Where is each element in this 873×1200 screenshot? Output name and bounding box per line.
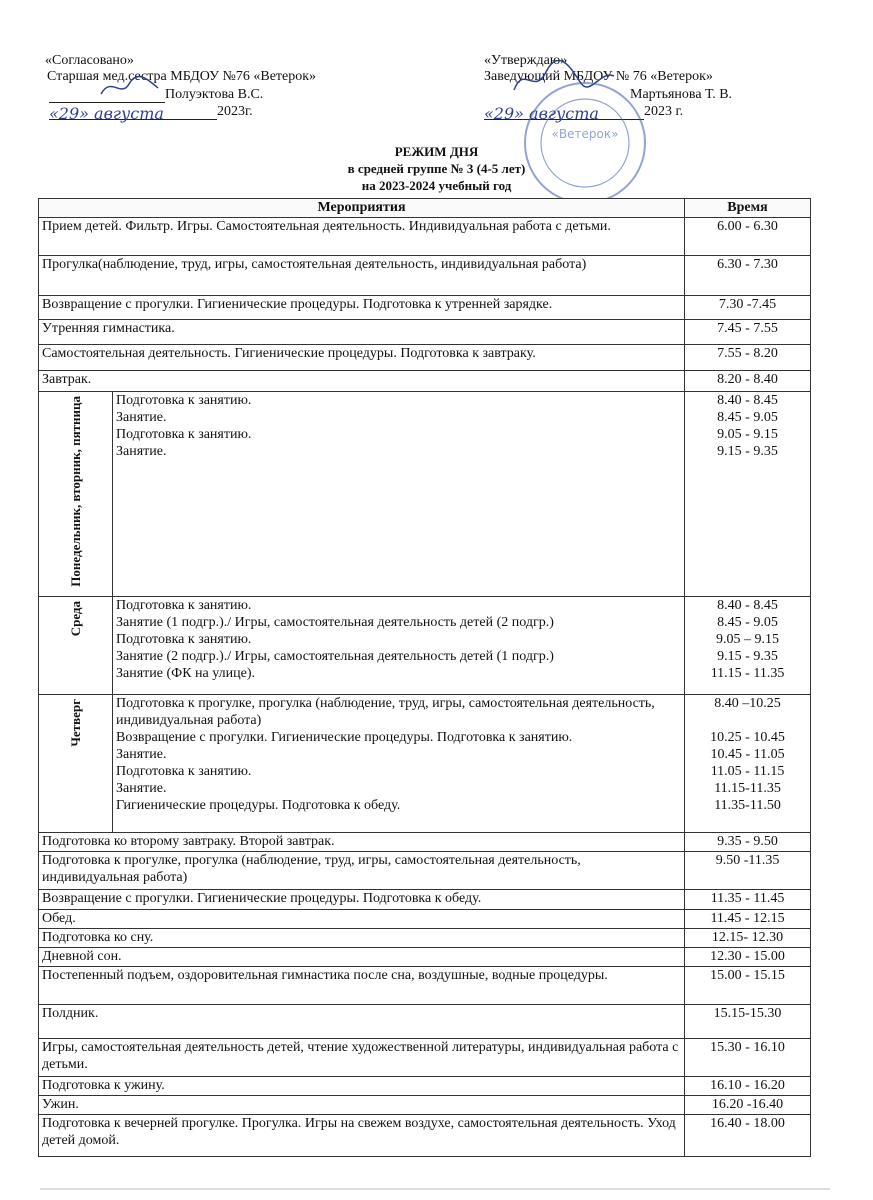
table-row [39,1038,811,1076]
list-item: 11.15 - 11.35 [710,665,785,681]
table-row [39,256,811,296]
day-group-row [39,596,811,694]
table-row [39,832,811,851]
list-item: Подготовка к занятию. [116,597,252,613]
table-header-row [39,199,811,218]
column-header-activity: Мероприятия [39,199,685,218]
list-item: Занятие (1 подгр.)./ Игры, самостоятельная деятельность детей (2 подгр.) [116,614,554,630]
day-label-mon-tue-fri: Понедельник, вторник, пятница [68,396,83,587]
activity-cell: Подготовка ко сну. [39,928,685,947]
table-row [39,1114,811,1156]
time-cell: 8.20 - 8.40 [685,371,811,392]
table-row [39,966,811,1004]
activity-cell: Игры, самостоятельная деятельность детей, чтение художественной литературы, индивидуальная работа с детьми. [39,1038,685,1076]
day-activities-cell [113,596,685,694]
table-row [39,1004,811,1038]
activity-cell: Подготовка ко второму завтраку. Второй завтрак. [39,832,685,851]
time-cell: 11.45 - 12.15 [685,909,811,928]
table-row [39,320,811,345]
table-row [39,1076,811,1095]
stamp-text: «Ветерок» [551,127,619,141]
time-cell: 15.15-15.30 [685,1004,811,1038]
time-cell: 9.50 -11.35 [685,851,811,889]
time-cell: 15.30 - 16.10 [685,1038,811,1076]
agreed-date [49,103,253,123]
list-item: Подготовка к занятию. [116,427,252,442]
schedule-table [38,198,811,1157]
agreed-signature-icon [96,74,166,102]
list-item: 11.35-11.50 [714,797,781,813]
day-times-cell [685,596,811,694]
activity-cell: Утренняя гимнастика. [39,320,685,345]
approved-name: Мартьянова Т. В. [630,87,733,102]
list-item: 9.05 - 9.15 [717,427,778,442]
list-item: Подготовка к прогулке, прогулка (наблюдение, труд, игры, самостоятельная деятельность, индивидуальная работа) [116,695,655,728]
table-row [39,851,811,889]
day-times-cell [685,392,811,597]
activity-cell: Завтрак. [39,371,685,392]
table-row [39,889,811,909]
time-cell: 16.20 -16.40 [685,1095,811,1114]
list-item: Занятие. [116,444,167,459]
day-group-row [39,694,811,832]
agreed-name: Полуэктова В.С. [165,87,264,102]
list-item: 8.45 - 9.05 [717,614,778,630]
time-cell: 16.40 - 18.00 [685,1114,811,1156]
day-label-cell [39,392,113,597]
table-row [39,218,811,256]
list-item: Занятие (2 подгр.)./ Игры, самостоятельная деятельность детей (1 подгр.) [116,648,554,664]
list-item: Занятие. [116,410,167,425]
table-row [39,345,811,371]
time-cell: 12.30 - 15.00 [685,947,811,966]
agreed-date-handwritten: «29» августа [49,105,217,120]
approved-year: 2023 г. [644,104,684,119]
activity-cell: Возвращение с прогулки. Гигиенические процедуры. Подготовка к обеду. [39,889,685,909]
column-header-time: Время [685,199,811,218]
activity-cell: Прогулка(наблюдение, труд, игры, самостоятельная деятельность, индивидуальная работа) [39,256,685,296]
activity-cell: Самостоятельная деятельность. Гигиенические процедуры. Подготовка к завтраку. [39,345,685,371]
activity-cell: Дневной сон. [39,947,685,966]
day-label-cell [39,596,113,694]
time-cell: 6.30 - 7.30 [685,256,811,296]
time-cell: 16.10 - 16.20 [685,1076,811,1095]
list-item: Занятие (ФК на улице). [116,665,255,681]
page-title: РЕЖИМ ДНЯ [394,144,479,159]
list-item: Занятие. [116,746,167,762]
time-cell: 6.00 - 6.30 [685,218,811,256]
approved-label: «Утверждаю» [484,53,568,68]
list-item: 8.40 - 8.45 [717,393,778,408]
time-cell: 7.30 -7.45 [685,296,811,320]
agreed-label: «Согласовано» [45,53,134,68]
table-row [39,371,811,392]
table-row [39,947,811,966]
list-item: Гигиенические процедуры. Подготовка к обеду. [116,797,401,813]
time-cell: 7.55 - 8.20 [685,345,811,371]
day-times-cell [685,694,811,832]
page-subtitle-year: на 2023-2024 учебный год [361,178,512,193]
agreed-year: 2023г. [217,104,253,119]
agreed-position: Старшая мед.сестра МБДОУ №76 «Ветерок» [47,69,317,84]
day-label-thursday: Четверг [68,698,83,747]
time-cell: 15.00 - 15.15 [685,966,811,1004]
time-cell: 12.15- 12.30 [685,928,811,947]
activity-cell: Прием детей. Фильтр. Игры. Самостоятельная деятельность. Индивидуальная работа с детьми. [39,218,685,256]
list-item: 10.25 - 10.45 [710,729,785,745]
day-activities-cell [113,694,685,832]
list-item: Возвращение с прогулки. Гигиенические процедуры. Подготовка к занятию. [116,729,573,745]
list-item: 10.45 - 11.05 [710,746,785,762]
activity-cell: Подготовка к вечерней прогулке. Прогулка. Игры на свежем воздухе, самостоятельная деятельность. Уход детей домой. [39,1114,685,1156]
day-group-row [39,392,811,597]
page-subtitle-group: в средней группе № 3 (4-5 лет) [347,161,526,176]
list-item: Занятие. [116,780,167,796]
day-label-cell [39,694,113,832]
list-item: Подготовка к занятию. [116,631,252,647]
time-cell: 7.45 - 7.55 [685,320,811,345]
table-row [39,1095,811,1114]
activity-cell: Полдник. [39,1004,685,1038]
time-cell: 9.35 - 9.50 [685,832,811,851]
table-row [39,296,811,320]
day-activities-cell [113,392,685,597]
table-row [39,909,811,928]
list-item: 11.05 - 11.15 [710,763,785,779]
list-item: 8.45 - 9.05 [717,410,778,425]
activity-cell: Подготовка к ужину. [39,1076,685,1095]
list-item: 8.40 - 8.45 [717,597,778,613]
list-item: 9.15 - 9.35 [717,648,778,664]
list-item: 9.05 – 9.15 [716,631,780,647]
list-item: Подготовка к занятию. [116,763,252,779]
list-item: 8.40 –10.25 [714,695,781,711]
list-item: Подготовка к занятию. [116,393,252,408]
time-cell: 11.35 - 11.45 [685,889,811,909]
activity-cell: Подготовка к прогулке, прогулка (наблюдение, труд, игры, самостоятельная деятельность, индивидуальная работа) [39,851,685,889]
list-item: 11.15-11.35 [714,780,781,796]
activity-cell: Постепенный подъем, оздоровительная гимнастика после сна, воздушные, водные процедуры. [39,966,685,1004]
page-bottom-edge [40,1188,830,1190]
activity-cell: Ужин. [39,1095,685,1114]
approved-position: Заведующий МБДОУ № 76 «Ветерок» [484,69,713,84]
activity-cell: Возвращение с прогулки. Гигиенические процедуры. Подготовка к утренней зарядке. [39,296,685,320]
approved-date-handwritten: «29» августа [484,105,644,120]
day-label-wednesday: Среда [68,600,83,636]
activity-cell: Обед. [39,909,685,928]
table-row [39,928,811,947]
list-item: 9.15 - 9.35 [717,444,778,459]
